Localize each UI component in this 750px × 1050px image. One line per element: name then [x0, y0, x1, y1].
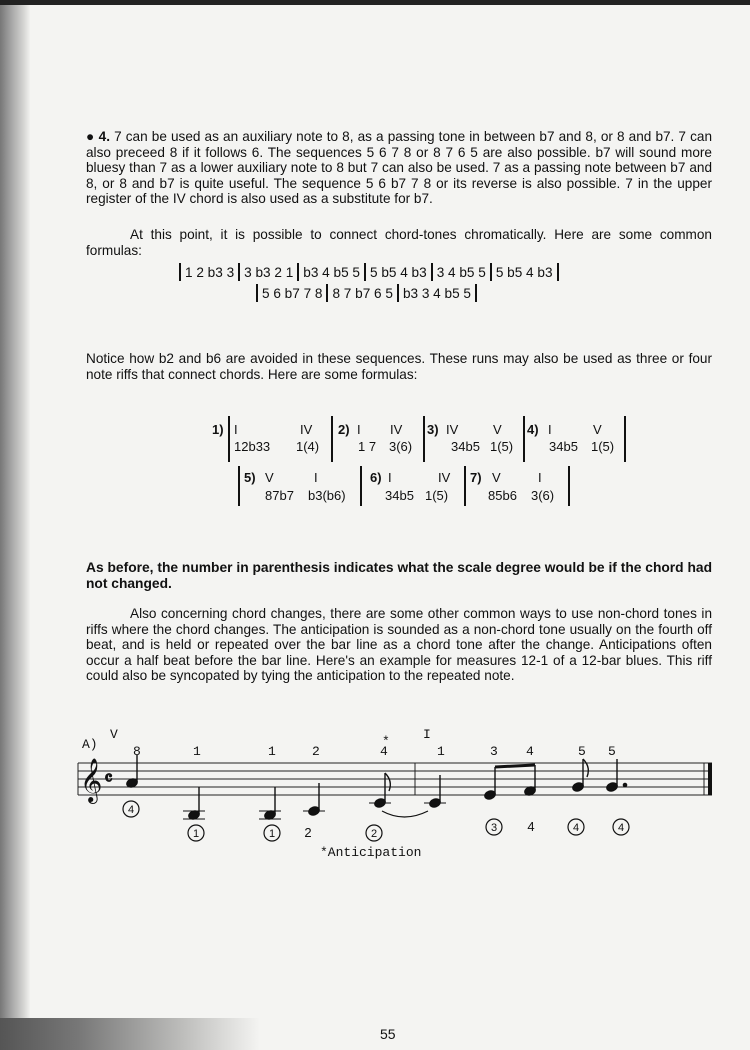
riff-chord: IV	[446, 422, 459, 437]
riff-notes: 1(5)	[490, 439, 514, 454]
formula-item: 1 2 b3 3	[185, 265, 235, 280]
string-number: 2	[370, 828, 378, 840]
riff-number: 2)	[338, 422, 350, 437]
riff-chord: I	[548, 422, 552, 437]
scale-degree: 1	[268, 744, 276, 759]
string-number: 4	[127, 804, 135, 816]
formula-item: 3 b3 2 1	[244, 265, 294, 280]
book-spine-shadow	[0, 0, 30, 1050]
paragraph-anticipation: Also concerning chord changes, there are some other common ways to use non-chord tones in riffs where the chord changes. The anticipation is sounded as a non-chord tone usually on the fourth off beat, and is held or repeated over the bar line as a chord tone after the change. Anticipations often occur a half beat before the bar line. Here's an example for measures 12-1 of a 12-bar blues. This riff could also be syncopated by tying the anticipation to the repeated note.	[86, 606, 712, 684]
string-number: 4	[572, 822, 580, 834]
scan-top-edge	[0, 0, 750, 5]
formula-item: 8 7 b7 6 5	[332, 286, 393, 301]
scale-degree: 5	[608, 744, 616, 759]
scale-degree: 5	[578, 744, 586, 759]
formula-row-2	[252, 284, 481, 302]
string-number: 3	[490, 822, 498, 834]
scale-degree: 2	[312, 744, 320, 759]
common-time-icon: 𝄴	[104, 766, 113, 790]
item-number: 4.	[98, 129, 110, 144]
riff-notes: 1 7	[358, 439, 377, 454]
riff-notes: 1(4)	[296, 439, 320, 454]
string-number: 1	[192, 828, 200, 840]
paragraph-auxiliary-note	[86, 129, 712, 207]
riff-chord: I	[234, 422, 238, 437]
formula-item: 5 6 b7 7 8	[262, 286, 323, 301]
formula-item: 5 b5 4 b3	[369, 265, 427, 280]
riff-chord: IV	[300, 422, 313, 437]
string-number: 4	[527, 819, 535, 834]
riff-chord: V	[493, 422, 502, 437]
riff-chord: V	[265, 470, 274, 485]
formula-item: b3 3 4 b5 5	[402, 286, 471, 301]
chord-label-v: V	[110, 727, 118, 742]
riff-number: 1)	[212, 422, 224, 437]
string-number: 4	[617, 822, 625, 834]
scale-degree: 3	[490, 744, 498, 759]
riff-chord: I	[314, 470, 318, 485]
riff-notes: 34b5	[451, 439, 480, 454]
riff-chord: IV	[390, 422, 403, 437]
chord-label-i: I	[423, 727, 431, 742]
scale-degree: 1	[437, 744, 445, 759]
riff-chord: V	[492, 470, 501, 485]
riff-number: 5)	[244, 470, 256, 485]
riff-chord: I	[357, 422, 361, 437]
riff-notes: 34b5	[549, 439, 578, 454]
string-number: 2	[304, 825, 312, 840]
string-number: 1	[268, 828, 276, 840]
page-number: 55	[380, 1026, 396, 1042]
paragraph-parenthesis-note: As before, the number in parenthesis indicates what the scale degree would be if the chord had not changed.	[86, 560, 712, 591]
paragraph-text: 7 can be used as an auxiliary note to 8, as a passing tone in between b7 and 8, or 8 and b7. 7 can also preceed 8 if it follows 6. The sequences 5 6 7 8 or 8 7 6 5 are also possible. b7 will sound more bluesy than 7 as a lower auxiliary note to 8 but 7 can also be used. 7 as a passing note between b7 and 8, or 8 and b7 is quite useful. The sequence 5 6 b7 7 8 or its reverse is also possible. 7 in the upper register of the IV chord is also used as a substitute for b7.	[86, 129, 713, 207]
riff-chord: IV	[438, 470, 451, 485]
riff-chord: I	[388, 470, 392, 485]
music-notation-example	[0, 715, 750, 865]
book-spine-shadow-bottom	[0, 1018, 260, 1050]
scale-degree: 1	[193, 744, 201, 759]
paragraph-chromatic-intro: At this point, it is possible to connect chord-tones chromatically. Here are some common formulas:	[86, 227, 712, 258]
formula-item: 3 4 b5 5	[436, 265, 486, 280]
riff-notes: 85b6	[488, 488, 517, 503]
paragraph-notice: Notice how b2 and b6 are avoided in these sequences. These runs may also be used as three or four note riffs that connect chords. Here are some formulas:	[86, 351, 712, 382]
anticipation-asterisk: *	[382, 734, 390, 749]
riff-notes: b3(b6)	[308, 488, 346, 503]
riff-notes: 34b5	[385, 488, 414, 503]
formula-item: b3 4 b5 5	[303, 265, 360, 280]
riff-number: 4)	[527, 422, 539, 437]
riff-chord: V	[593, 422, 602, 437]
riff-notes: 1(5)	[425, 488, 449, 503]
formula-row-1	[175, 263, 563, 281]
riff-number: 7)	[470, 470, 482, 485]
riff-number: 6)	[370, 470, 382, 485]
scale-degree: 4	[526, 744, 534, 759]
riff-notes: 12b33	[234, 439, 271, 454]
bullet-icon: ●	[86, 129, 95, 144]
riff-notes: 3(6)	[389, 439, 413, 454]
riff-number: 3)	[427, 422, 439, 437]
treble-clef-icon: 𝄞	[80, 758, 103, 802]
scale-degree: 8	[133, 744, 141, 759]
riff-notes: 87b7	[265, 488, 294, 503]
scale-degree: 4	[380, 744, 388, 759]
riff-notes: 1(5)	[591, 439, 615, 454]
notes	[125, 755, 626, 821]
formula-item: 5 b5 4 b3	[495, 265, 553, 280]
riff-chord: I	[538, 470, 542, 485]
anticipation-caption: *Anticipation	[320, 845, 422, 860]
riff-notes: 3(6)	[531, 488, 555, 503]
example-label: A)	[82, 737, 98, 752]
